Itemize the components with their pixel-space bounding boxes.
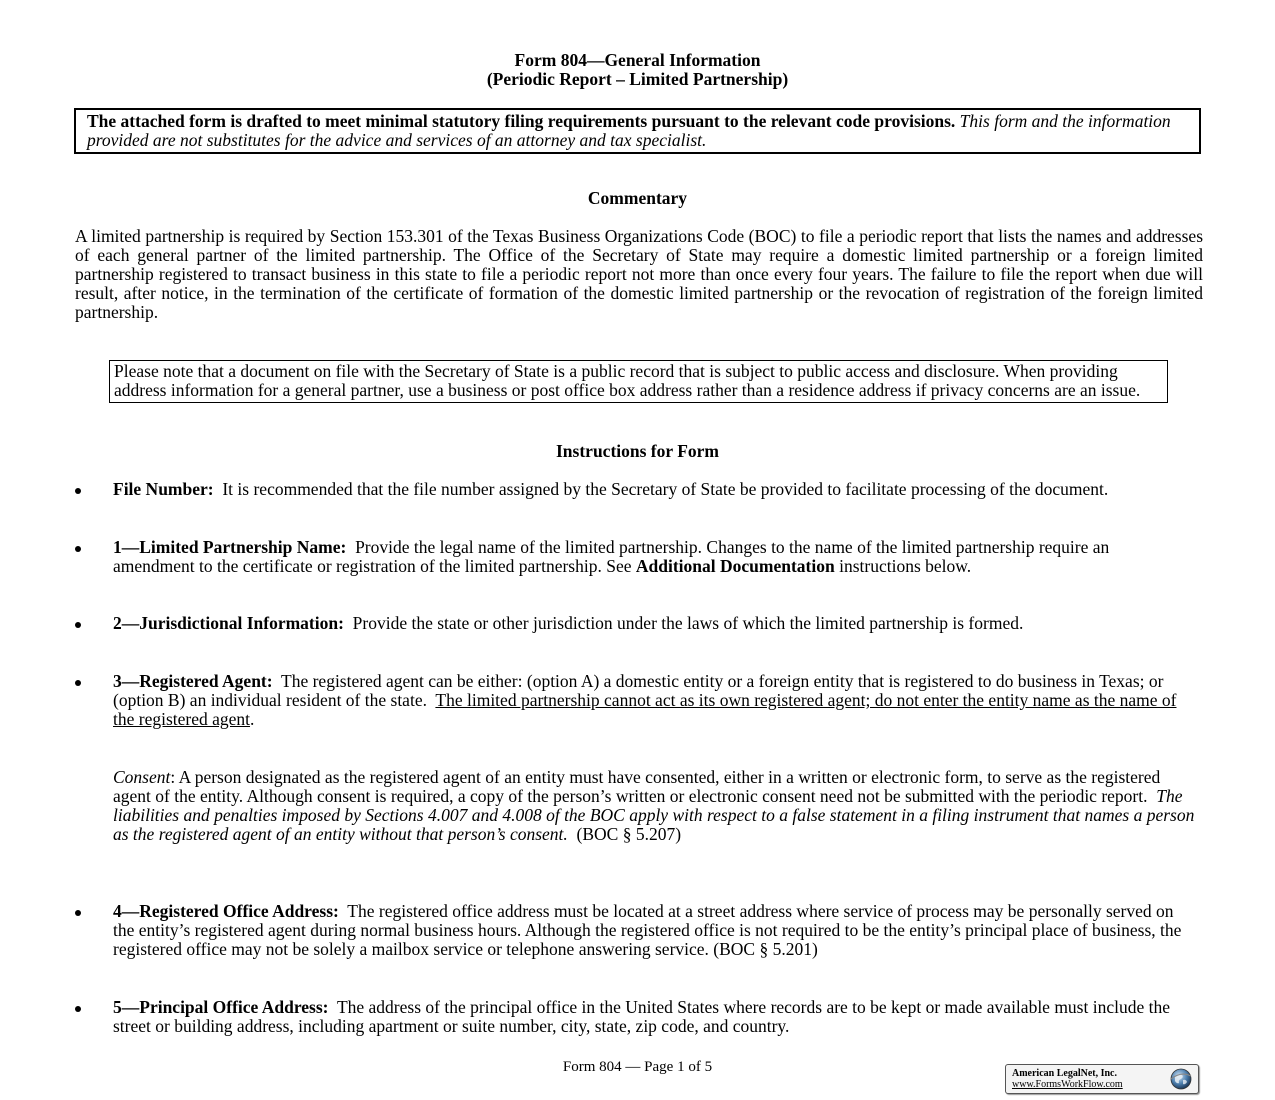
item-text: Provide the state or other jurisdiction under the laws of which the limited partnership is formed. <box>352 613 1024 633</box>
instruction-item-3 <box>113 672 1195 729</box>
logo-company-name: American LegalNet, Inc. <box>1012 1068 1117 1079</box>
item-label: 2—Jurisdictional Information: <box>113 613 344 633</box>
consent-italic: The liabilities and penalties imposed by Sections 4.007 and 4.008 of the BOC apply with respect to a false statement in a filing instrument that names a person as the registered agent of an entity without that person’s consent. <box>113 786 1195 844</box>
bullet-marker <box>75 487 83 495</box>
consent-label: Consent <box>113 767 171 787</box>
item-label: 1—Limited Partnership Name: <box>113 537 347 557</box>
instructions-heading: Instructions for Form <box>556 441 719 461</box>
instruction-item-4 <box>113 902 1195 959</box>
registered-agent-warning: The limited partnership cannot act as its own registered agent; do not enter the entity name as the name of the registered agent <box>113 690 1177 729</box>
page-footer: Form 804 — Page 1 of 5 <box>562 1059 713 1075</box>
bullet-marker <box>75 621 83 629</box>
disclaimer-box <box>74 108 1201 154</box>
bullet-marker <box>75 545 83 553</box>
instruction-item-2 <box>113 614 1195 633</box>
globe-icon <box>1169 1067 1193 1091</box>
form-title: Form 804—General Information <box>514 50 761 70</box>
disclaimer-italic: This form and the information provided are not substitutes for the advice and services of an attorney and tax specialist. <box>87 111 1171 150</box>
instruction-file-number <box>113 480 1195 499</box>
item-label: File Number: <box>113 479 214 499</box>
instruction-item-5 <box>113 998 1195 1036</box>
form-subtitle: (Periodic Report – Limited Partnership) <box>486 69 789 89</box>
american-legalnet-logo[interactable] <box>1005 1064 1199 1094</box>
bullet-marker <box>75 909 83 917</box>
bullet-marker <box>75 1005 83 1013</box>
logo-url-link[interactable]: www.FormsWorkFlow.com <box>1012 1079 1123 1090</box>
additional-documentation-ref: Additional Documentation <box>635 556 835 576</box>
item-text-end: . <box>250 709 255 729</box>
consent-citation: (BOC § 5.207) <box>576 824 682 844</box>
bullet-marker <box>75 679 83 687</box>
consent-paragraph <box>113 768 1195 844</box>
consent-text: : A person designated as the registered agent of an entity must have consented, either in a written or electronic form, to serve as the registered agent of the entity. Although consent is required, a copy of the person’s written or electronic consent need not be submitted with the periodic report. <box>113 767 1161 806</box>
item-text: The registered agent can be either: (option A) a domestic entity or a foreign entity that is registered to do business in Texas; or (option B) an individual resident of the state. <box>113 671 1164 710</box>
commentary-heading: Commentary <box>587 188 688 208</box>
item-label: 4—Registered Office Address: <box>113 901 339 921</box>
privacy-notice-box: Please note that a document on file with the Secretary of State is a public record that is subject to public access and disclosure. When providing address information for a general partner, use a business or post office box address rather than a residence address if privacy concerns are an issue. <box>109 360 1168 403</box>
item-text-end: instructions below. <box>839 556 972 576</box>
item-text: It is recommended that the file number assigned by the Secretary of State be provided to facilitate processing of the document. <box>222 479 1109 499</box>
item-label: 3—Registered Agent: <box>113 671 273 691</box>
item-text: The registered office address must be located at a street address where service of process may be personally served on the entity’s registered agent during normal business hours. Although the registered office is not required to be the entity’s principal place of business, the registered office may not be solely a mailbox service or telephone answering service. (BOC § 5.201) <box>113 901 1182 959</box>
item-label: 5—Principal Office Address: <box>113 997 329 1017</box>
item-text: The address of the principal office in the United States where records are to be kept or made available must include the street or building address, including apartment or suite number, city, state, zip code, and country. <box>113 997 1170 1036</box>
instruction-item-1 <box>113 538 1195 576</box>
commentary-body: A limited partnership is required by Section 153.301 of the Texas Business Organizations Code (BOC) to file a periodic report that lists the names and addresses of each general partner of the limited partnership. The Office of the Secretary of State may require a domestic limited partnership or a foreign limited partnership registered to transact business in this state to file a periodic report not more than once every four years. The failure to file the report when due will result, after notice, in the termination of the certificate of formation of the domestic limited partnership or the revocation of registration of the foreign limited partnership. <box>75 226 1203 322</box>
item-text: Provide the legal name of the limited partnership. Changes to the name of the limited partnership require an amendment to the certificate or registration of the limited partnership. See <box>113 537 1110 576</box>
disclaimer-bold: The attached form is drafted to meet minimal statutory filing requirements pursuant to the relevant code provisions. <box>87 111 956 131</box>
